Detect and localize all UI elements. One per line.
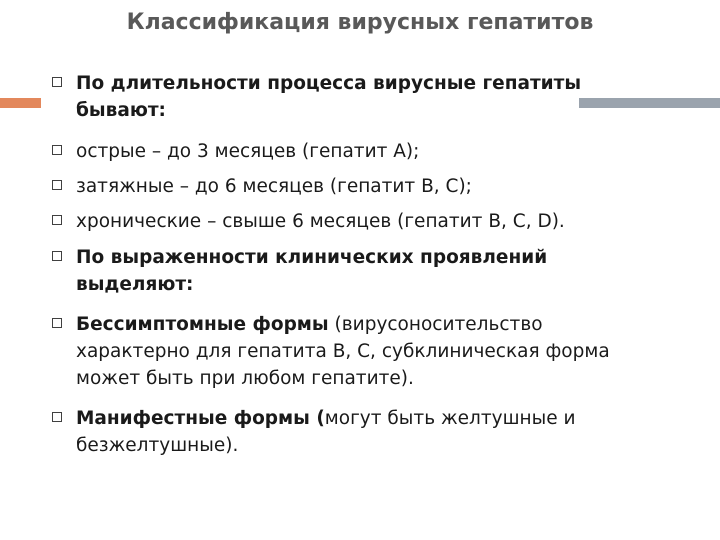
list-item-normal-text: затяжные – до 6 месяцев (гепатит В, С); — [76, 176, 472, 197]
square-bullet-icon — [52, 145, 62, 155]
list-item-normal-text: хронические – свыше 6 месяцев (гепатит В, С, D). — [76, 211, 565, 232]
list-item-bold-text: Манифестные формы ( — [76, 408, 325, 429]
list-item-bold-text: Бессимптомные формы — [76, 314, 329, 335]
square-bullet-icon — [52, 180, 62, 190]
slide-title: Классификация вирусных гепатитов — [126, 10, 594, 35]
list-item-normal-text: острые – до 3 месяцев (гепатит А); — [76, 141, 420, 162]
list-item-text — [76, 311, 646, 392]
list-item-normal-text: могут быть желтушные и безжелтушные). — [76, 408, 576, 456]
list-item-bold-text: По выраженности клинических проявлений выделяют: — [76, 247, 548, 295]
list-item-text — [76, 173, 646, 200]
list-item-text — [76, 70, 646, 124]
list-item-text — [76, 405, 646, 459]
list-item-normal-text: (вирусоносительство характерно для гепатита В, С, субклиническая форма может быть при любом гепатите). — [76, 314, 610, 389]
square-bullet-icon — [52, 318, 62, 328]
list-item-bold-text: По длительности процесса вирусные гепатиты бывают: — [76, 73, 582, 121]
list-item-text — [76, 208, 646, 235]
square-bullet-icon — [52, 77, 62, 87]
square-bullet-icon — [52, 215, 62, 225]
square-bullet-icon — [52, 251, 62, 261]
square-bullet-icon — [52, 412, 62, 422]
list-item-text — [76, 138, 646, 165]
list-item-text — [76, 244, 646, 298]
